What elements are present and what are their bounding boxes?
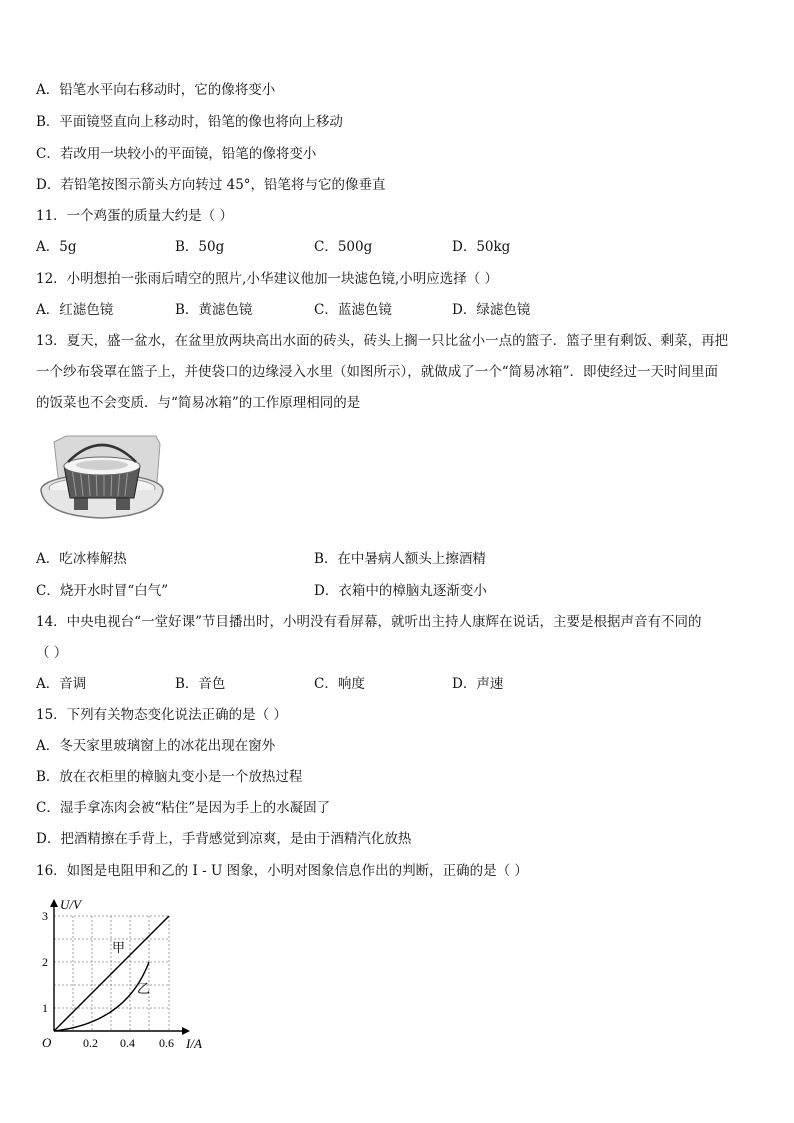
x-tick-0.4: 0.4 — [120, 1036, 135, 1050]
q11-stem: 11．一个鸡蛋的质量大约是（ ） — [36, 208, 233, 224]
iu-graph — [36, 895, 216, 1050]
origin-label: O — [42, 1035, 52, 1050]
q10-option-c: C．若改用一块较小的平面镜，铅笔的像将变小 — [36, 146, 317, 162]
q13-stem-line2: 一个纱布袋罩在篮子上，并使袋口的边缘浸入水里（如图所示），就做成了一个“简易冰箱”．即使经过一天时间里面 — [36, 364, 719, 380]
y-tick-1: 1 — [42, 1001, 48, 1015]
y-axis-label: U/V — [60, 897, 81, 912]
x-axis-label: I/A — [186, 1036, 202, 1050]
q13-option-c: C．烧开水时冒“白气” — [36, 583, 169, 599]
q13-stem-line1: 13．夏天，盛一盆水，在盆里放两块高出水面的砖头，砖头上搁一只比盆小一点的篮子．篮子里有剩饭、剩菜，再把 — [36, 333, 729, 349]
simple-fridge-figure — [38, 432, 166, 524]
q15-option-a: A．冬天家里玻璃窗上的冰花出现在窗外 — [36, 738, 276, 754]
x-tick-0.2: 0.2 — [83, 1036, 98, 1050]
q14-option-b: B．音色 — [175, 676, 226, 692]
q14-stem-line2: （ ） — [36, 645, 68, 661]
q13-option-b: B．在中暑病人额头上擦酒精 — [314, 551, 486, 567]
q14-option-c: C．响度 — [314, 676, 365, 692]
y-tick-2: 2 — [42, 955, 48, 969]
x-tick-0.6: 0.6 — [159, 1036, 174, 1050]
q12-option-c: C．蓝滤色镜 — [314, 302, 392, 318]
q13-option-d: D．衣箱中的樟脑丸逐渐变小 — [314, 583, 487, 599]
q12-option-d: D．绿滤色镜 — [452, 302, 531, 318]
q11-option-b: B．50g — [175, 239, 225, 255]
q14-option-d: D．声速 — [452, 676, 504, 692]
y-tick-3: 3 — [42, 909, 48, 923]
q13-stem-line3: 的饭菜也不会变质．与“简易冰箱”的工作原理相同的是 — [36, 395, 361, 411]
q10-option-b: B．平面镜竖直向上移动时，铅笔的像也将向上移动 — [36, 114, 343, 130]
q15-option-c: C．湿手拿冻肉会被“粘住”是因为手上的水凝固了 — [36, 800, 331, 816]
q15-option-b: B．放在衣柜里的樟脑丸变小是一个放热过程 — [36, 769, 303, 785]
q10-option-a: A．铅笔水平向右移动时，它的像将变小 — [36, 82, 276, 98]
q12-option-b: B．黄滤色镜 — [175, 302, 253, 318]
q12-option-a: A．红滤色镜 — [36, 302, 114, 318]
label-yi: 乙 — [137, 981, 151, 996]
q16-stem: 16．如图是电阻甲和乙的 I - U 图象，小明对图象信息作出的判断，正确的是（ ） — [36, 863, 528, 879]
q12-stem: 12．小明想拍一张雨后晴空的照片,小华建议他加一块滤色镜,小明应选择（ ） — [36, 271, 499, 287]
curve-jia — [54, 916, 169, 1031]
curve-yi — [54, 962, 149, 1031]
label-jia: 甲 — [112, 940, 126, 955]
q11-option-c: C．500g — [314, 239, 373, 255]
q14-option-a: A．音调 — [36, 676, 87, 692]
q13-option-a: A．吃冰棒解热 — [36, 551, 127, 567]
q15-option-d: D．把酒精擦在手背上，手背感觉到凉爽，是由于酒精汽化放热 — [36, 831, 412, 847]
q11-option-d: D．50kg — [452, 239, 511, 255]
q15-stem: 15．下列有关物态变化说法正确的是（ ） — [36, 707, 287, 723]
q14-stem-line1: 14．中央电视台“一堂好课”节目播出时，小明没有看屏幕，就听出主持人康辉在说话，主要是根据声音有不同的 — [36, 614, 702, 630]
q11-option-a: A．5g — [36, 239, 77, 255]
q10-option-d: D．若铅笔按图示箭头方向转过 45°，铅笔将与它的像垂直 — [36, 177, 386, 193]
